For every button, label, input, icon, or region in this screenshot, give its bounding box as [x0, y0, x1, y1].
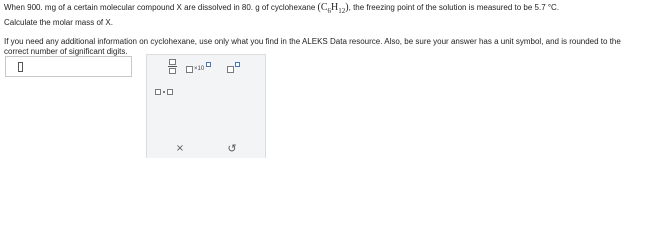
fraction-bar-icon: [168, 66, 177, 67]
text-cursor-icon: [18, 62, 23, 72]
math-palette: [146, 54, 266, 158]
numerator-box-icon: [169, 59, 176, 65]
multiply-dot-icon: [163, 91, 165, 93]
answer-field[interactable]: [5, 56, 132, 77]
problem-line-2: Calculate the molar mass of X.: [4, 18, 113, 27]
superscript-button[interactable]: [227, 62, 247, 76]
coefficient-box-icon: [186, 66, 193, 73]
fraction-button[interactable]: [167, 59, 179, 77]
right-operand-box-icon: [167, 89, 173, 95]
instructions-note: If you need any additional information on cyclohexane, use only what you find in the ALEKS Data resource. Also, be sure your answer has a unit symbol, and is rounded to the correct number of significant digits.: [4, 37, 621, 56]
problem-text-before-formula: When 900. mg of a certain molecular compound X are dissolved in 80. g of cyclohexane: [4, 3, 316, 12]
base-box-icon: [227, 66, 234, 73]
answer-input[interactable]: [10, 60, 119, 73]
scientific-notation-button[interactable]: [186, 62, 216, 76]
clear-button[interactable]: ×: [175, 143, 185, 154]
reset-button[interactable]: ↺: [227, 142, 237, 155]
exponent-box-icon: [206, 62, 211, 67]
multiply-dot-button[interactable]: [155, 88, 179, 98]
problem-statement: [4, 2, 649, 57]
superscript-box-icon: [235, 62, 240, 67]
times-ten-label: ×10: [194, 66, 205, 72]
cyclohexane-formula: $(C_6H_{12})$: [317, 2, 349, 15]
left-operand-box-icon: [155, 89, 161, 95]
problem-line-1: [4, 2, 649, 17]
problem-text-after-formula: , the freezing point of the solution is measured to be 5.7 °C.: [348, 3, 560, 12]
denominator-box-icon: [169, 68, 176, 74]
